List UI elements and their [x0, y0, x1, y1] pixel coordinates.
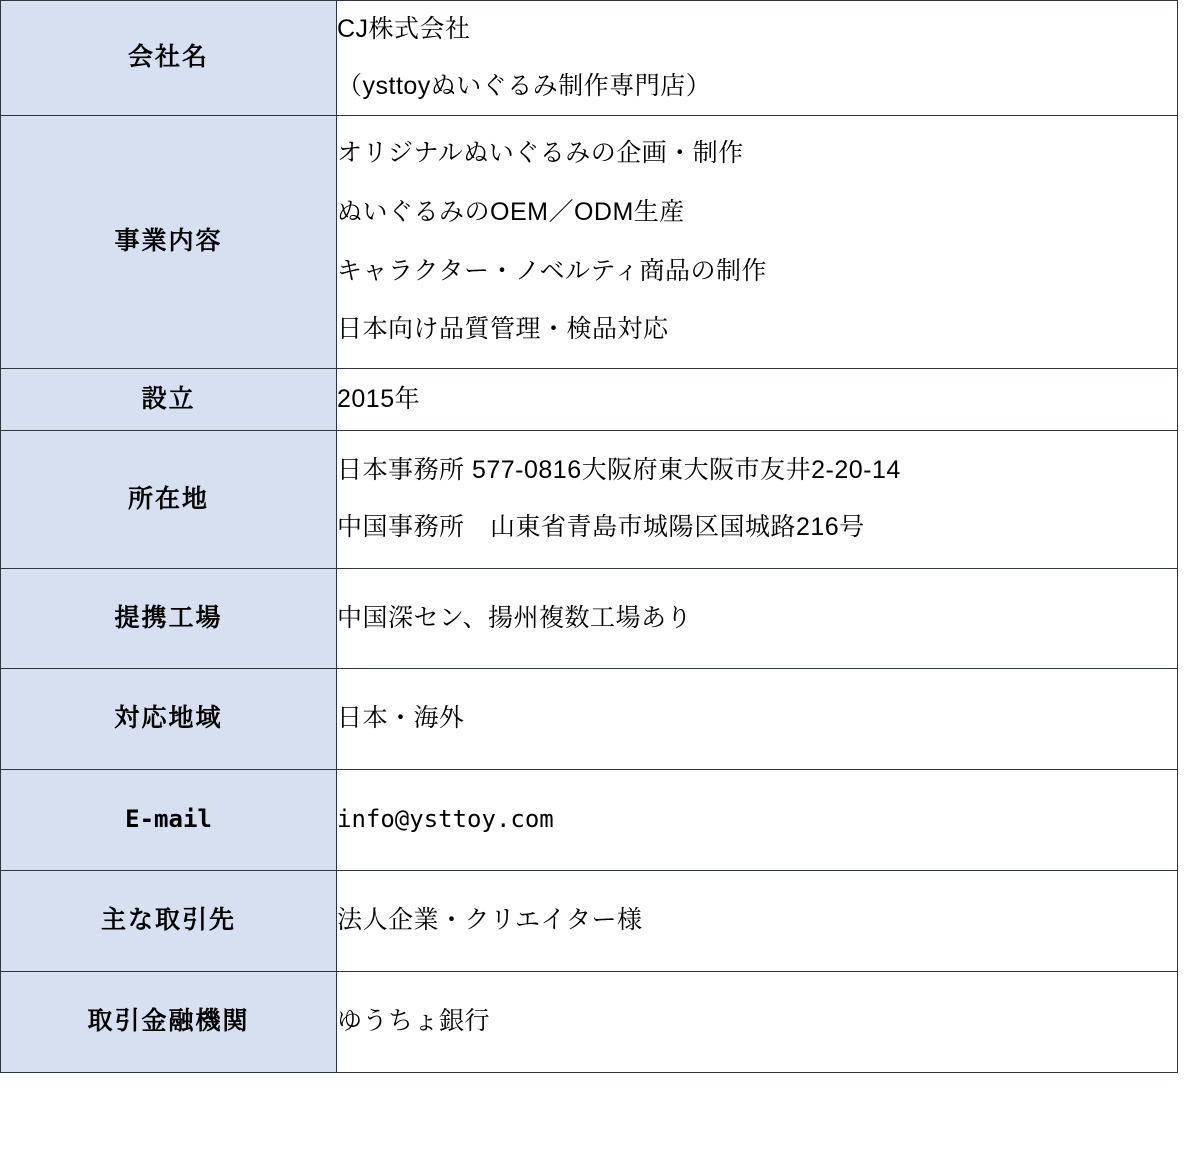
table-row — [1, 870, 1178, 971]
business-line-1: オリジナルぬいぐるみの企画・制作 — [337, 139, 744, 167]
partner-factory-line-1: 中国深セン、揚州複数工場あり — [337, 603, 693, 632]
row-value-company-name — [337, 1, 1178, 116]
table-row — [1, 430, 1178, 568]
address-line-china: 中国事務所 山東省青島市城陽区国城路216号 — [337, 513, 865, 541]
business-line-4: 日本向け品質管理・検品対応 — [337, 315, 669, 344]
email-address: info@ysttoy.com — [337, 804, 554, 833]
row-value-bank — [337, 971, 1178, 1072]
row-label-main-clients: 主な取引先 — [1, 870, 337, 971]
row-label-email: E-mail — [1, 769, 337, 870]
row-label-company-name: 会社名 — [1, 1, 337, 116]
table-row — [1, 1, 1178, 116]
main-clients-line-1: 法人企業・クリエイター様 — [337, 906, 643, 935]
row-value-business — [337, 115, 1178, 368]
row-value-partner-factory — [337, 568, 1178, 668]
row-value-service-area — [337, 668, 1178, 769]
row-label-service-area: 対応地域 — [1, 668, 337, 769]
address-line-japan: 日本事務所 577-0816大阪府東大阪市友井2-20-14 — [337, 456, 901, 485]
row-label-bank: 取引金融機関 — [1, 971, 337, 1072]
table-row — [1, 568, 1178, 668]
table-row — [1, 769, 1178, 870]
service-area-line-1: 日本・海外 — [337, 704, 465, 733]
row-value-email — [337, 769, 1178, 870]
bank-line-1: ゆうちょ銀行 — [337, 1007, 491, 1036]
company-name-line-2: （ysttoyぬいぐるみ制作専門店） — [337, 71, 712, 100]
row-label-address: 所在地 — [1, 430, 337, 568]
row-value-address — [337, 430, 1178, 568]
row-label-founded: 設立 — [1, 368, 337, 430]
row-label-partner-factory: 提携工場 — [1, 568, 337, 668]
table-row — [1, 368, 1178, 430]
table-row — [1, 971, 1178, 1072]
table-row — [1, 668, 1178, 769]
company-name-line-1: CJ株式会社 — [337, 15, 471, 43]
business-line-3: キャラクター・ノベルティ商品の制作 — [337, 256, 768, 285]
row-label-business: 事業内容 — [1, 115, 337, 368]
row-value-main-clients — [337, 870, 1178, 971]
founded-line-1: 2015年 — [337, 384, 421, 413]
business-line-2: ぬいぐるみのOEM／ODM生産 — [337, 197, 685, 226]
table-row — [1, 115, 1178, 368]
row-value-founded — [337, 368, 1178, 430]
